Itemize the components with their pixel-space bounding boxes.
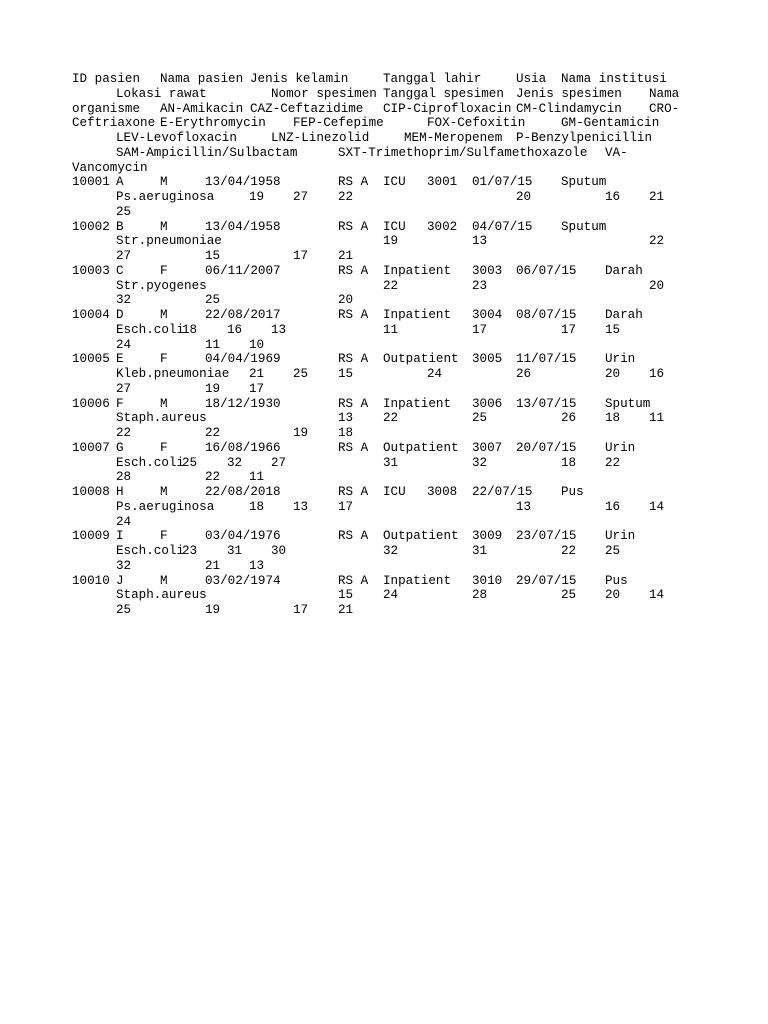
record-line-1	[72, 352, 672, 367]
cell-text: Lokasi rawat	[116, 86, 207, 101]
cell-text: Urin	[605, 352, 636, 367]
table-row	[72, 397, 672, 441]
cell-text: Kleb.pneumoniae	[116, 367, 230, 381]
cell-text: M	[160, 308, 168, 322]
cell-text: A	[116, 175, 124, 190]
cell-text: Outpatient	[383, 440, 459, 455]
record-line-1	[72, 308, 672, 323]
cell-text: 22	[383, 278, 399, 293]
cell-text: M	[160, 396, 168, 411]
cell-text: 10010	[72, 573, 110, 588]
cell-text: 24	[383, 588, 399, 603]
cell-text: SXT-Trimethoprim/Sulfamethoxazole	[338, 145, 588, 160]
cell-text: Nomor spesimen	[271, 86, 377, 101]
cell-text: 17	[338, 499, 354, 514]
record-line-3	[72, 559, 672, 574]
cell-text: 15	[338, 367, 354, 381]
record-line-2	[72, 367, 672, 382]
cell-text: 22	[561, 544, 577, 558]
cell-text: CRO-	[649, 101, 680, 116]
cell-text: 13	[338, 411, 354, 426]
cell-text: CIP-Ciprofloxacin	[383, 101, 512, 116]
cell-text: Staph.aureus	[116, 588, 207, 603]
cell-text: 18/12/1930	[205, 396, 281, 411]
cell-text: J	[116, 573, 124, 588]
cell-text: 10006	[72, 396, 110, 411]
cell-text: ICU	[383, 485, 406, 499]
cell-text: ID pasien	[72, 72, 141, 86]
cell-text: RS A	[338, 485, 369, 499]
cell-text: Inpatient	[383, 573, 452, 588]
cell-text: 32	[227, 455, 243, 470]
record-line-2	[72, 456, 672, 471]
cell-text: RS A	[338, 175, 369, 190]
cell-text: 3002	[427, 219, 458, 234]
cell-text: 24	[116, 514, 132, 529]
record-line-2	[72, 234, 672, 249]
cell-text: 10008	[72, 485, 110, 499]
cell-text: E-Erythromycin	[160, 116, 266, 131]
cell-text: 28	[116, 470, 132, 485]
cell-text: Darah	[605, 308, 643, 322]
record-line-2	[72, 323, 672, 338]
cell-text: 20/07/15	[516, 440, 577, 455]
cell-text: RS A	[338, 573, 369, 588]
cell-text: 11	[249, 470, 265, 485]
cell-text: 21	[338, 603, 354, 617]
cell-text: M	[160, 485, 168, 499]
cell-text: 3009	[472, 529, 503, 544]
cell-text: 32	[116, 558, 132, 573]
cell-text: F	[160, 440, 168, 455]
cell-text: 22	[649, 234, 665, 249]
cell-text: 13/07/15	[516, 396, 577, 411]
cell-text: 32	[472, 455, 488, 470]
cell-text: LNZ-Linezolid	[271, 131, 370, 145]
cell-text: 3007	[472, 440, 503, 455]
cell-text: Esch.coli	[116, 455, 185, 470]
cell-text: 13/04/1958	[205, 175, 281, 190]
cell-text: 18	[182, 322, 198, 337]
cell-text: 22/07/15	[472, 485, 533, 499]
table-header	[72, 72, 680, 175]
cell-text: 10002	[72, 219, 110, 234]
cell-text: 22	[338, 190, 354, 204]
cell-text: 3006	[472, 396, 503, 411]
cell-text: F	[160, 529, 168, 544]
record-line-3	[72, 249, 672, 264]
cell-text: Outpatient	[383, 352, 459, 367]
header-line	[72, 131, 672, 146]
cell-text: FEP-Cefepime	[293, 116, 384, 131]
cell-text: 16	[227, 322, 243, 337]
header-line	[72, 161, 672, 176]
cell-text: 21	[249, 367, 265, 381]
cell-text: Tanggal spesimen	[383, 86, 504, 101]
record-line-1	[72, 441, 672, 456]
cell-text: Jenis spesimen	[516, 86, 622, 101]
cell-text: 19	[205, 381, 221, 396]
cell-text: 27	[293, 190, 309, 204]
cell-text: 03/04/1976	[205, 529, 281, 544]
cell-text: 3003	[472, 263, 503, 278]
cell-text: 3008	[427, 485, 458, 499]
record-line-3	[72, 205, 672, 220]
cell-text: Pus	[561, 485, 584, 499]
cell-text: ICU	[383, 219, 406, 234]
header-line	[72, 146, 672, 161]
cell-text: 25	[116, 204, 132, 219]
cell-text: RS A	[338, 308, 369, 322]
cell-text: 13	[271, 322, 287, 337]
record-line-1	[72, 397, 672, 412]
cell-text: SAM-Ampicillin/Sulbactam	[116, 145, 298, 160]
record-line-3	[72, 470, 672, 485]
record-line-3	[72, 338, 672, 353]
cell-text: 22/08/2017	[205, 308, 281, 322]
cell-text: P-Benzylpenicillin	[516, 131, 653, 145]
cell-text: 06/07/15	[516, 263, 577, 278]
table-row	[72, 485, 672, 529]
cell-text: RS A	[338, 396, 369, 411]
record-list	[72, 175, 672, 618]
cell-text: E	[116, 352, 124, 367]
cell-text: 10009	[72, 529, 110, 544]
record-line-1	[72, 220, 672, 235]
table-row	[72, 529, 672, 573]
cell-text: 14	[649, 499, 665, 514]
cell-text: 25	[605, 544, 621, 558]
cell-text: 28	[472, 588, 488, 603]
record-line-2	[72, 411, 672, 426]
cell-text: Str.pyogenes	[116, 278, 207, 293]
table-row	[72, 220, 672, 264]
cell-text: 04/04/1969	[205, 352, 281, 367]
record-line-1	[72, 175, 672, 190]
record-line-1	[72, 264, 672, 279]
cell-text: 04/07/15	[472, 219, 533, 234]
cell-text: 32	[116, 293, 132, 308]
record-line-3	[72, 293, 672, 308]
cell-text: RS A	[338, 219, 369, 234]
cell-text: 13	[472, 234, 488, 249]
cell-text: Outpatient	[383, 529, 459, 544]
cell-text: 03/02/1974	[205, 573, 281, 588]
cell-text: F	[160, 352, 168, 367]
cell-text: Pus	[605, 573, 628, 588]
cell-text: CAZ-Ceftazidime	[250, 101, 364, 116]
cell-text: 18	[338, 426, 354, 440]
record-line-3	[72, 426, 672, 441]
cell-text: 20	[605, 367, 621, 381]
cell-text: 21	[205, 558, 221, 573]
cell-text: 19	[293, 426, 309, 440]
cell-text: 25	[472, 411, 488, 426]
cell-text: Nama	[649, 86, 680, 101]
record-line-3	[72, 515, 672, 530]
cell-text: 17	[561, 322, 577, 337]
cell-text: GM-Gentamicin	[561, 116, 660, 131]
record-line-1	[72, 574, 672, 589]
cell-text: 13/04/1958	[205, 219, 281, 234]
record-line-2	[72, 588, 672, 603]
cell-text: 19	[383, 234, 399, 249]
cell-text: 3010	[472, 573, 503, 588]
cell-text: 11	[649, 411, 665, 426]
cell-text: RS A	[338, 352, 369, 367]
cell-text: RS A	[338, 263, 369, 278]
cell-text: M	[160, 573, 168, 588]
cell-text: 10	[249, 337, 265, 352]
cell-text: Sputum	[561, 219, 607, 234]
cell-text: 27	[271, 455, 287, 470]
cell-text: Vancomycin	[72, 160, 148, 175]
cell-text: 18	[605, 411, 621, 426]
record-line-1	[72, 485, 672, 500]
record-line-3	[72, 603, 672, 618]
cell-text: G	[116, 440, 124, 455]
cell-text: 25	[182, 455, 198, 470]
cell-text: 22	[383, 411, 399, 426]
table-row	[72, 175, 672, 219]
cell-text: Esch.coli	[116, 322, 185, 337]
cell-text: Inpatient	[383, 263, 452, 278]
cell-text: 15	[205, 249, 221, 263]
record-line-3	[72, 382, 672, 397]
record-line-2	[72, 544, 672, 559]
cell-text: F	[116, 396, 124, 411]
cell-text: Str.pneumoniae	[116, 234, 222, 249]
cell-text: I	[116, 529, 124, 544]
cell-text: 23	[182, 544, 198, 558]
cell-text: AN-Amikacin	[160, 101, 244, 116]
cell-text: Ceftriaxone	[72, 116, 156, 131]
cell-text: 31	[383, 455, 399, 470]
cell-text: 27	[116, 381, 132, 396]
cell-text: 31	[227, 544, 243, 558]
cell-text: 15	[605, 322, 621, 337]
cell-text: Jenis kelamin	[250, 72, 349, 86]
cell-text: 17	[249, 381, 265, 396]
cell-text: 26	[561, 411, 577, 426]
cell-text: 15	[338, 588, 354, 603]
header-line	[72, 86, 680, 102]
record-line-2	[72, 190, 672, 205]
cell-text: 20	[605, 588, 621, 603]
cell-text: 3001	[427, 175, 458, 190]
cell-text: 11	[205, 337, 221, 352]
record-line-2	[72, 279, 672, 294]
cell-text: 01/07/15	[472, 175, 533, 190]
cell-text: 21	[338, 249, 354, 263]
cell-text: FOX-Cefoxitin	[427, 116, 526, 131]
cell-text: 17	[293, 249, 309, 263]
cell-text: RS A	[338, 529, 369, 544]
cell-text: 10005	[72, 352, 110, 367]
cell-text: 3005	[472, 352, 503, 367]
cell-text: 22/08/2018	[205, 485, 281, 499]
cell-text: 20	[649, 278, 665, 293]
cell-text: 27	[116, 249, 132, 263]
table-row	[72, 264, 672, 308]
cell-text: Staph.aureus	[116, 411, 207, 426]
cell-text: 24	[116, 337, 132, 352]
cell-text: 25	[116, 603, 132, 617]
cell-text: M	[160, 175, 168, 190]
cell-text: Esch.coli	[116, 544, 185, 558]
cell-text: LEV-Levofloxacin	[116, 131, 237, 145]
cell-text: 11/07/15	[516, 352, 577, 367]
header-line	[72, 101, 680, 117]
cell-text: H	[116, 485, 124, 499]
cell-text: 22	[116, 426, 132, 440]
cell-text: 22	[205, 470, 221, 485]
cell-text: 3004	[472, 308, 503, 322]
cell-text: 22	[205, 426, 221, 440]
cell-text: 13	[516, 499, 532, 514]
cell-text: Usia	[516, 72, 547, 86]
cell-text: 17	[472, 322, 488, 337]
cell-text: 23	[472, 278, 488, 293]
cell-text: 25	[561, 588, 577, 603]
cell-text: RS A	[338, 440, 369, 455]
cell-text: C	[116, 263, 124, 278]
cell-text: 10003	[72, 263, 110, 278]
cell-text: Ps.aeruginosa	[116, 499, 215, 514]
cell-text: 26	[516, 367, 532, 381]
cell-text: 16/08/1966	[205, 440, 281, 455]
cell-text: 13	[249, 558, 265, 573]
cell-text: 23/07/15	[516, 529, 577, 544]
cell-text: 19	[249, 190, 265, 204]
cell-text: F	[160, 263, 168, 278]
cell-text: 06/11/2007	[205, 263, 281, 278]
cell-text: organisme	[72, 101, 141, 116]
cell-text: 30	[271, 544, 287, 558]
cell-text: 16	[605, 499, 621, 514]
cell-text: 21	[649, 190, 665, 204]
cell-text: 18	[249, 499, 265, 514]
cell-text: Urin	[605, 440, 636, 455]
cell-text: Inpatient	[383, 396, 452, 411]
cell-text: Sputum	[561, 175, 607, 190]
cell-text: Sputum	[605, 396, 651, 411]
record-line-2	[72, 500, 672, 515]
table-row	[72, 308, 672, 352]
cell-text: 10004	[72, 308, 110, 322]
cell-text: M	[160, 219, 168, 234]
cell-text: 16	[605, 190, 621, 204]
cell-text: 25	[293, 367, 309, 381]
document-page	[72, 72, 680, 618]
cell-text: Nama pasien	[160, 72, 244, 86]
cell-text: 11	[383, 322, 399, 337]
cell-text: 31	[472, 544, 488, 558]
cell-text: 29/07/15	[516, 573, 577, 588]
cell-text: B	[116, 219, 124, 234]
cell-text: Ps.aeruginosa	[116, 190, 215, 204]
cell-text: ICU	[383, 175, 406, 190]
header-line	[72, 72, 672, 87]
cell-text: 19	[205, 603, 221, 617]
cell-text: 10007	[72, 440, 110, 455]
cell-text: MEM-Meropenem	[404, 131, 503, 145]
cell-text: 20	[338, 293, 354, 308]
header-line	[72, 116, 672, 131]
cell-text: Inpatient	[383, 308, 452, 322]
cell-text: 32	[383, 544, 399, 558]
table-row	[72, 441, 672, 485]
cell-text: Darah	[605, 263, 643, 278]
cell-text: Nama institusi	[561, 72, 667, 86]
table-row	[72, 352, 672, 396]
cell-text: Tanggal lahir	[383, 72, 482, 86]
cell-text: 16	[649, 367, 665, 381]
cell-text: 14	[649, 588, 665, 603]
cell-text: 08/07/15	[516, 308, 577, 322]
cell-text: 13	[293, 499, 309, 514]
cell-text: 25	[205, 293, 221, 308]
cell-text: D	[116, 308, 124, 322]
cell-text: 20	[516, 190, 532, 204]
cell-text: 10001	[72, 175, 110, 190]
table-row	[72, 574, 672, 618]
cell-text: 17	[293, 603, 309, 617]
cell-text: 18	[561, 455, 577, 470]
cell-text: VA-	[605, 145, 628, 160]
record-line-1	[72, 529, 672, 544]
cell-text: 24	[427, 367, 443, 381]
cell-text: CM-Clindamycin	[516, 101, 622, 116]
cell-text: 22	[605, 455, 621, 470]
cell-text: Urin	[605, 529, 636, 544]
